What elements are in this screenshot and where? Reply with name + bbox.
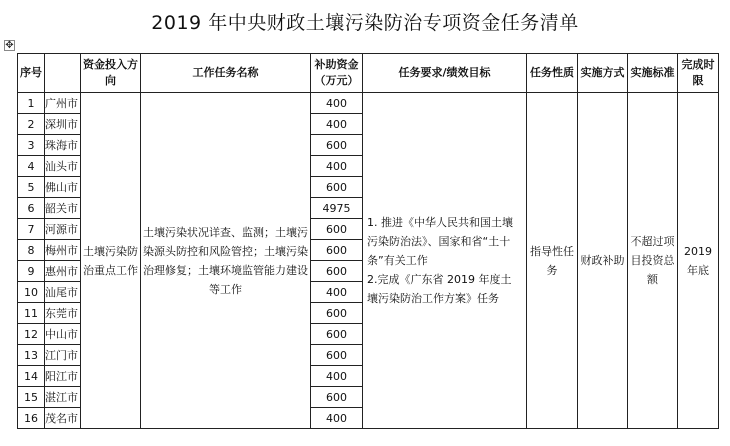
cell-amount: 600 — [311, 303, 363, 324]
cell-seq: 4 — [18, 156, 45, 177]
task-table — [17, 53, 719, 429]
cell-amount: 600 — [311, 345, 363, 366]
cell-amount: 400 — [311, 156, 363, 177]
cell-seq: 15 — [18, 387, 45, 408]
table-move-handle-icon[interactable]: ✥ — [5, 40, 14, 51]
cell-city: 广州市 — [45, 93, 81, 114]
cell-amount: 400 — [311, 366, 363, 387]
page-title: 2019 年中央财政土壤污染防治专项资金任务清单 — [151, 12, 579, 34]
cell-city: 汕尾市 — [45, 282, 81, 303]
cell-city: 惠州市 — [45, 261, 81, 282]
cell-amount: 400 — [311, 114, 363, 135]
cell-city: 江门市 — [45, 345, 81, 366]
cell-amount: 600 — [311, 135, 363, 156]
cell-city: 韶关市 — [45, 198, 81, 219]
cell-seq: 16 — [18, 408, 45, 429]
cell-seq: 6 — [18, 198, 45, 219]
cell-seq: 7 — [18, 219, 45, 240]
cell-amount: 600 — [311, 324, 363, 345]
cell-city: 梅州市 — [45, 240, 81, 261]
cell-seq: 13 — [18, 345, 45, 366]
header-task-name: 工作任务名称 — [141, 54, 311, 93]
cell-amount: 600 — [311, 240, 363, 261]
header-direction: 资金投入方向 — [81, 54, 141, 93]
cell-direction: 土壤污染防治重点工作 — [81, 93, 141, 429]
header-nature: 任务性质 — [527, 54, 578, 93]
cell-amount: 400 — [311, 93, 363, 114]
cell-seq: 2 — [18, 114, 45, 135]
cell-task-name: 土壤污染状况详查、监测；土壤污染源头防控和风险管控；土壤污染治理修复；土壤环境监管能力建设等工作 — [141, 93, 311, 429]
cell-city: 中山市 — [45, 324, 81, 345]
header-subsidy: 补助资金（万元） — [311, 54, 363, 93]
cell-deadline: 2019年底 — [678, 93, 719, 429]
cell-nature: 指导性任务 — [527, 93, 578, 429]
cell-seq: 14 — [18, 366, 45, 387]
header-seq: 序号 — [18, 54, 45, 93]
cell-city: 汕头市 — [45, 156, 81, 177]
header-requirement: 任务要求/绩效目标 — [363, 54, 527, 93]
cell-seq: 3 — [18, 135, 45, 156]
cell-amount: 600 — [311, 177, 363, 198]
cell-requirement: 1. 推进《中华人民共和国土壤污染防治法》、国家和省“土十条”有关工作 2.完成《广东省 2019 年度土壤污染防治工作方案》任务 — [363, 93, 527, 429]
cell-city: 茂名市 — [45, 408, 81, 429]
cell-city: 佛山市 — [45, 177, 81, 198]
cell-amount: 4975 — [311, 198, 363, 219]
cell-amount: 600 — [311, 219, 363, 240]
cell-standard: 不超过项目投资总额 — [628, 93, 678, 429]
header-deadline: 完成时限 — [678, 54, 719, 93]
cell-city: 深圳市 — [45, 114, 81, 135]
cell-seq: 8 — [18, 240, 45, 261]
cell-amount: 400 — [311, 408, 363, 429]
cell-amount: 400 — [311, 282, 363, 303]
cell-city: 河源市 — [45, 219, 81, 240]
header-city — [45, 54, 81, 93]
header-standard: 实施标准 — [628, 54, 678, 93]
cell-seq: 10 — [18, 282, 45, 303]
table-body — [18, 54, 719, 429]
table-row — [18, 93, 719, 114]
cell-seq: 9 — [18, 261, 45, 282]
cell-city: 阳江市 — [45, 366, 81, 387]
header-row — [18, 54, 719, 93]
cell-amount: 600 — [311, 387, 363, 408]
cell-seq: 5 — [18, 177, 45, 198]
cell-seq: 12 — [18, 324, 45, 345]
header-method: 实施方式 — [578, 54, 628, 93]
cell-amount: 600 — [311, 261, 363, 282]
cell-method: 财政补助 — [578, 93, 628, 429]
cell-city: 东莞市 — [45, 303, 81, 324]
cell-seq: 11 — [18, 303, 45, 324]
cell-seq: 1 — [18, 93, 45, 114]
cell-city: 湛江市 — [45, 387, 81, 408]
cell-city: 珠海市 — [45, 135, 81, 156]
